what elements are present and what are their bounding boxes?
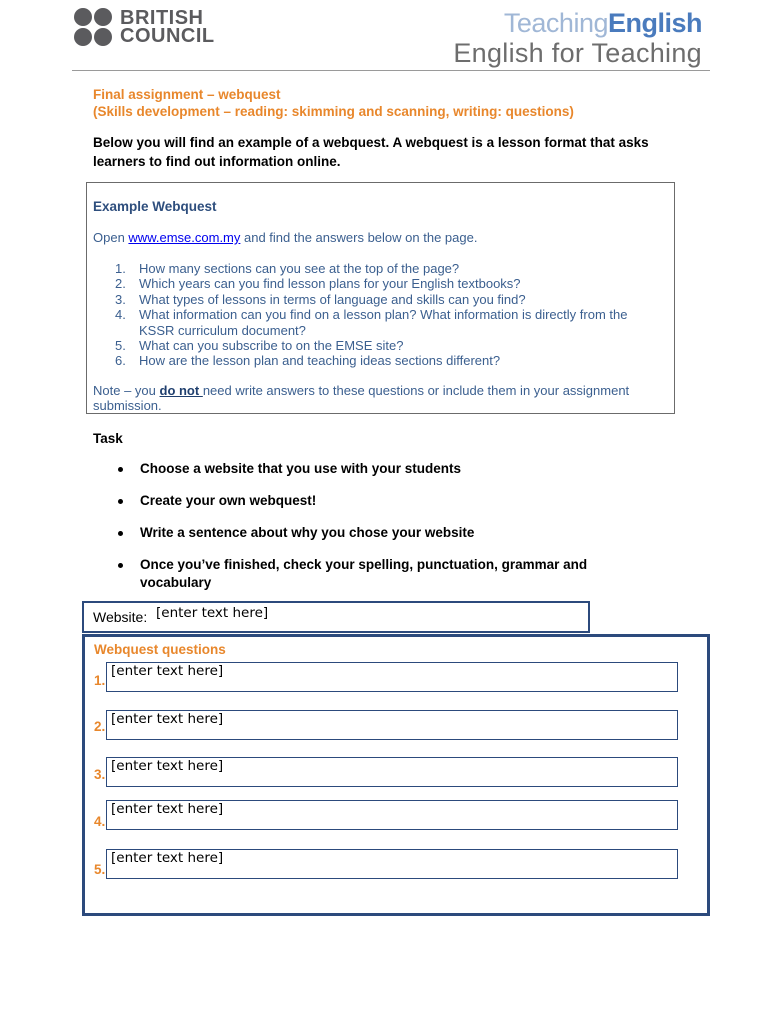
note-emphasis: do not bbox=[159, 383, 203, 398]
task-list bbox=[116, 460, 620, 592]
open-prefix: Open bbox=[93, 230, 129, 245]
question-3-input[interactable]: [enter text here] bbox=[106, 757, 678, 787]
question-number: 4. bbox=[94, 814, 106, 829]
british-council-logo bbox=[74, 8, 215, 46]
question-5-input[interactable]: [enter text here] bbox=[106, 849, 678, 879]
british-council-dots-icon bbox=[74, 8, 112, 46]
task-item: Write a sentence about why you chose your website bbox=[116, 524, 620, 542]
task-item: Once you’ve finished, check your spelling, punctuation, grammar and vocabulary bbox=[116, 556, 620, 592]
question-number: 1. bbox=[115, 261, 126, 276]
emse-link[interactable]: www.emse.com.my bbox=[128, 230, 241, 245]
assignment-skills: (Skills development – reading: skimming and scanning, writing: questions) bbox=[93, 104, 574, 119]
product-name-bold: English bbox=[607, 8, 702, 38]
website-label: Website: bbox=[93, 609, 148, 625]
example-question-list bbox=[115, 261, 655, 369]
example-question bbox=[115, 353, 655, 368]
example-webquest-box bbox=[86, 182, 675, 414]
assignment-intro: Below you will find an example of a webquest. A webquest is a lesson format that asks learners to find out information online. bbox=[93, 135, 649, 169]
website-input[interactable]: [enter text here] bbox=[156, 605, 269, 621]
header-divider bbox=[72, 70, 710, 71]
question-text: What types of lessons in terms of language and skills can you find? bbox=[139, 291, 526, 307]
question-number: 5. bbox=[94, 862, 106, 877]
example-open-instruction bbox=[93, 230, 477, 245]
question-4-input[interactable]: [enter text here] bbox=[106, 800, 678, 830]
question-number: 3. bbox=[115, 291, 126, 307]
example-question bbox=[115, 276, 655, 291]
example-question bbox=[115, 307, 655, 338]
brand-line-2: COUNCIL bbox=[120, 25, 215, 47]
question-1-input[interactable]: [enter text here] bbox=[106, 662, 678, 692]
assignment-title: Final assignment – webquest bbox=[93, 87, 281, 102]
question-text: How many sections can you see at the top of the page? bbox=[139, 261, 460, 276]
question-number: 3. bbox=[94, 767, 106, 782]
example-question bbox=[115, 338, 655, 353]
question-text: Which years can you find lesson plans for your English textbooks? bbox=[139, 276, 521, 292]
question-2-input[interactable]: [enter text here] bbox=[106, 710, 678, 740]
brand-line-1: BRITISH bbox=[120, 7, 204, 29]
question-number: 4. bbox=[115, 307, 126, 323]
example-question bbox=[115, 292, 655, 307]
product-subtitle: English for Teaching bbox=[453, 38, 702, 68]
webquest-questions-heading: Webquest questions bbox=[94, 642, 226, 657]
question-text: How are the lesson plan and teaching ideas sections different? bbox=[139, 353, 501, 369]
question-number: 1. bbox=[94, 673, 106, 688]
task-heading: Task bbox=[93, 431, 123, 446]
teaching-english-logo bbox=[453, 8, 702, 68]
example-note bbox=[93, 383, 653, 414]
question-number: 2. bbox=[94, 719, 106, 734]
note-prefix: Note – you bbox=[93, 383, 160, 398]
question-text: What information can you find on a lesson plan? What information is directly from the KSSR curriculum document? bbox=[139, 307, 628, 338]
question-text: What can you subscribe to on the EMSE site? bbox=[139, 338, 404, 354]
example-question bbox=[115, 261, 655, 276]
question-number: 5. bbox=[115, 338, 126, 354]
question-number: 2. bbox=[115, 276, 126, 292]
task-item: Choose a website that you use with your students bbox=[116, 460, 620, 478]
webquest-questions-box bbox=[82, 634, 710, 916]
website-field-box bbox=[82, 601, 590, 633]
note-suffix: need write answers to these questions or include them in your assignment submission. bbox=[93, 383, 630, 414]
open-suffix: and find the answers below on the page. bbox=[240, 230, 478, 245]
example-heading: Example Webquest bbox=[93, 199, 217, 214]
task-item: Create your own webquest! bbox=[116, 492, 620, 510]
question-number: 6. bbox=[115, 353, 126, 369]
product-name-light: Teaching bbox=[503, 8, 608, 38]
